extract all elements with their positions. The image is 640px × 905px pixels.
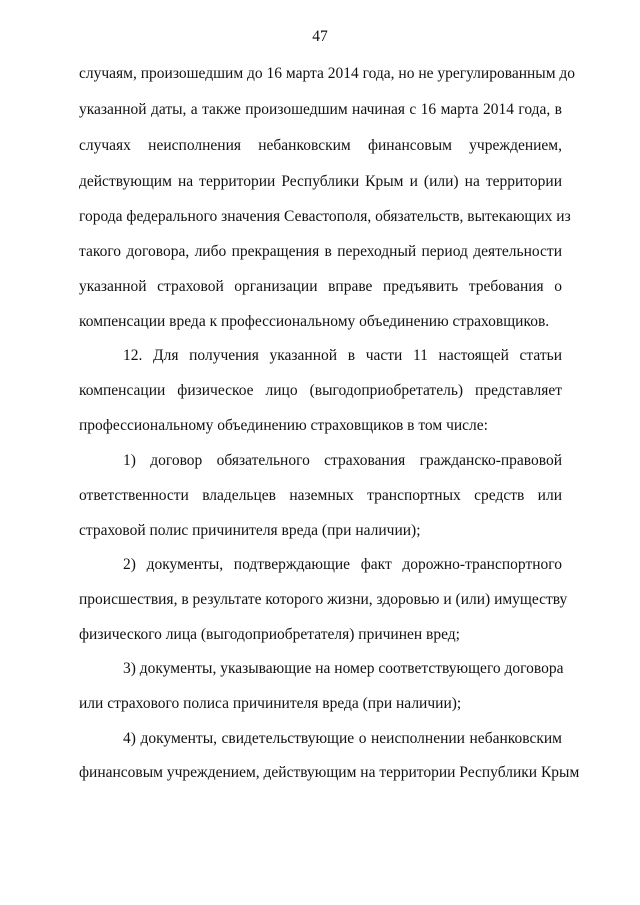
text-line-16: происшествия, в результате которого жизни, здоровью и (или) имуществу — [79, 591, 568, 608]
text-line-1: случаям, произошедшим до 16 марта 2014 года, но не урегулированным до — [79, 65, 576, 82]
text-line-5: города федерального значения Севастополя, обязательств, вытекающих из — [79, 208, 571, 225]
text-line-3: случаях неисполнения небанковским финансовым учреждением, — [79, 137, 562, 154]
text-line-2: указанной даты, а также произошедшим начиная с 16 марта 2014 года, в — [79, 101, 562, 118]
text-line-13: ответственности владельцев наземных транспортных средств или — [79, 487, 562, 504]
text-line-12: 1) договор обязательного страхования гражданско-правовой — [123, 452, 562, 469]
text-line-21: финансовым учреждением, действующим на территории Республики Крым — [79, 764, 580, 781]
text-line-17: физического лица (выгодоприобретателя) причинен вред; — [79, 626, 460, 643]
text-line-11: профессиональному объединению страховщиков в том числе: — [79, 417, 488, 434]
text-line-9: 12. Для получения указанной в части 11 настоящей статьи — [123, 347, 562, 364]
page-number: 47 — [312, 28, 328, 45]
text-line-4: действующим на территории Республики Крым и (или) на территории — [79, 173, 562, 190]
text-line-15: 2) документы, подтверждающие факт дорожно-транспортного — [123, 556, 562, 573]
text-line-14: страховой полис причинителя вреда (при наличии); — [79, 522, 421, 539]
text-line-19: или страхового полиса причинителя вреда (при наличии); — [79, 695, 462, 712]
text-line-18: 3) документы, указывающие на номер соответствующего договора — [123, 660, 564, 677]
text-line-7: указанной страховой организации вправе предъявить требования о — [79, 278, 562, 295]
text-line-20: 4) документы, свидетельствующие о неисполнении небанковским — [123, 730, 562, 747]
text-line-10: компенсации физическое лицо (выгодоприобретатель) представляет — [79, 382, 562, 399]
text-line-6: такого договора, либо прекращения в переходный период деятельности — [79, 243, 562, 260]
text-line-8: компенсации вреда к профессиональному объединению страховщиков. — [79, 313, 550, 330]
